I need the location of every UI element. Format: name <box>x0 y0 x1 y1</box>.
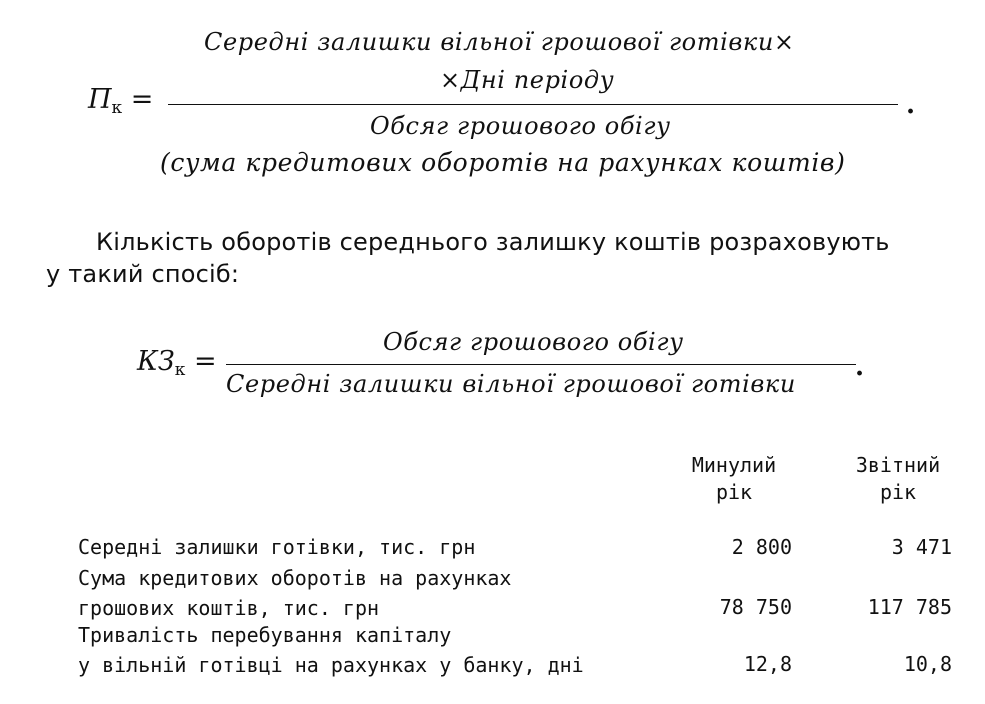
column-header-line: Минулий <box>691 453 777 477</box>
table-cell-current: 117 785 <box>867 595 952 619</box>
formula2-end-punct: . <box>855 352 865 382</box>
body-paragraph <box>46 226 966 290</box>
formula2-numerator: Обсяг грошового обігу <box>383 328 684 356</box>
table-cell-previous: 2 800 <box>731 535 792 559</box>
formula2-lhs <box>137 346 217 380</box>
column-header-reporting-year <box>842 452 954 506</box>
formula1-end-punct: . <box>906 90 916 120</box>
formula1-denominator-line2: (сума кредитових оборотів на рахунках коштів) <box>160 148 846 177</box>
paragraph-line2: у такий спосіб: <box>46 260 240 288</box>
formula1-lhs <box>88 84 153 118</box>
column-header-previous-year <box>672 452 796 506</box>
table-row-label <box>78 620 584 680</box>
row-label-line: Сума кредитових оборотів на рахунках <box>78 566 512 590</box>
table-cell-current: 3 471 <box>891 535 952 559</box>
formula1-numerator-line2: ×Дні періоду <box>440 66 615 94</box>
formula1-numerator-line1: Середні залишки вільної грошової готівки× <box>204 28 795 56</box>
row-label-line: грошових коштів, тис. грн <box>78 596 380 620</box>
row-label-line: Тривалість перебування капіталу <box>78 623 452 647</box>
formula1-lhs-subscript: к <box>111 98 123 118</box>
formula1-equals: = <box>130 84 154 115</box>
formula2-equals: = <box>193 346 217 377</box>
row-label-line: у вільній готівці на рахунках у банку, дні <box>78 653 584 677</box>
table-cell-previous: 78 750 <box>719 595 792 619</box>
table-cell-current: 10,8 <box>903 652 952 676</box>
formula2-lhs-symbol: КЗ <box>137 346 175 377</box>
table-row-label <box>78 532 475 562</box>
column-header-line: Звітний <box>855 453 941 477</box>
formula1-fraction-bar <box>168 104 898 105</box>
formula2-denominator: Середні залишки вільної грошової готівки <box>226 370 796 398</box>
formula2-fraction-bar <box>226 364 856 365</box>
paragraph-line1: Кількість оборотів середнього залишку коштів розраховують <box>96 228 890 256</box>
row-label-line: Середні залишки готівки, тис. грн <box>78 535 476 559</box>
formula1-lhs-symbol: П <box>88 84 112 115</box>
formula2-lhs-subscript: к <box>174 360 186 380</box>
formula1-denominator-line1: Обсяг грошового обігу <box>370 112 671 140</box>
column-header-line: рік <box>879 480 917 504</box>
column-header-line: рік <box>715 480 753 504</box>
table-cell-previous: 12,8 <box>743 652 792 676</box>
table-row-label <box>78 563 511 623</box>
